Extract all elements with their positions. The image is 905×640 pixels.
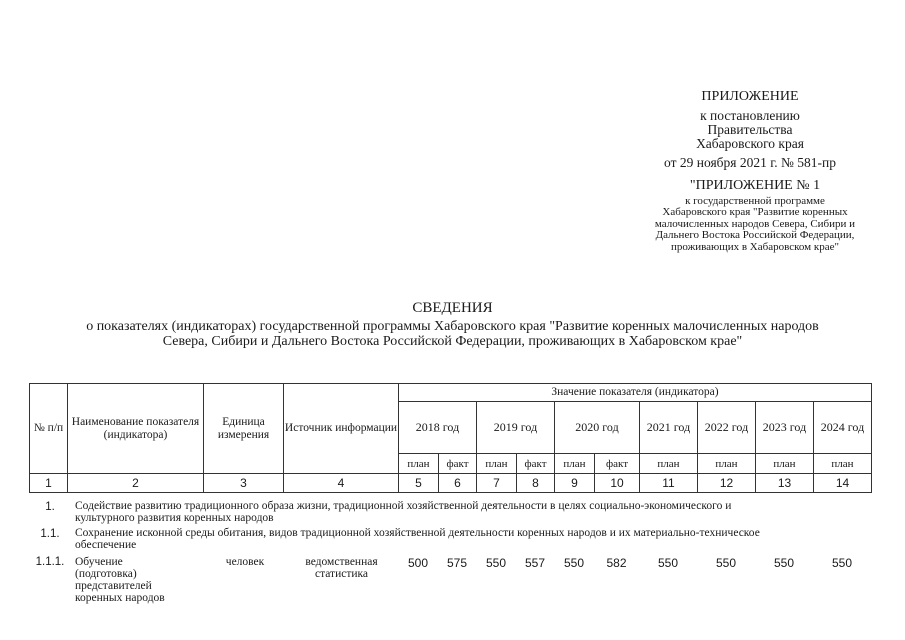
row-title xyxy=(75,527,875,551)
document-subtitle-line: Севера, Сибири и Дальнего Востока Российской Федерации, проживающих в Хабаровском крае" xyxy=(162,333,743,349)
year-header: 2019 год xyxy=(477,402,555,454)
fact-header: факт xyxy=(517,454,555,474)
col-header-name: Наименование показателя (индикатора) xyxy=(68,384,204,474)
indicator-name-line: Обучение xyxy=(75,556,123,568)
document-heading xyxy=(30,300,875,349)
plan-header: план xyxy=(640,454,698,474)
program-appendix-text xyxy=(620,196,890,254)
appendix-line: к постановлению xyxy=(700,107,800,123)
value-2019-plan: 550 xyxy=(485,556,507,570)
indicator-name-line: коренных народов xyxy=(75,592,165,605)
row-title-line: культурного развития коренных народов xyxy=(75,512,274,525)
appendix-block xyxy=(600,90,900,170)
col-header-values: Значение показателя (индикатора) xyxy=(399,384,872,402)
col-header-unit: Единица измерения xyxy=(204,384,284,474)
indicator-name xyxy=(75,556,205,604)
row-title xyxy=(75,500,875,524)
appendix-line: Правительства xyxy=(707,121,793,137)
column-number: 10 xyxy=(595,474,640,493)
column-number: 4 xyxy=(284,474,399,493)
fact-header: факт xyxy=(439,454,477,474)
program-appendix-line: Дальнего Востока Российской Федерации, xyxy=(655,229,855,242)
appendix-date: от 29 ноября 2021 г. № 581-пр xyxy=(664,155,836,171)
appendix-line: Хабаровского края xyxy=(696,136,804,152)
column-number: 3 xyxy=(204,474,284,493)
year-header: 2021 год xyxy=(640,402,698,454)
document-title: СВЕДЕНИЯ xyxy=(412,300,493,316)
program-appendix-line: проживающих в Хабаровском крае" xyxy=(670,240,839,253)
col-header-num: № п/п xyxy=(30,384,68,474)
indicators-table-header xyxy=(29,383,872,493)
column-number: 12 xyxy=(698,474,756,493)
row-title-line: Содействие развитию традиционного образа жизни, традиционной хозяйственной деятельности в целях социально-экономического и xyxy=(75,500,732,512)
program-appendix-line: Хабаровского края "Развитие коренных xyxy=(662,206,848,219)
program-appendix-title: "ПРИЛОЖЕНИЕ № 1 xyxy=(689,178,821,193)
column-number: 9 xyxy=(555,474,595,493)
column-number: 5 xyxy=(399,474,439,493)
column-number: 7 xyxy=(477,474,517,493)
indicator-source xyxy=(284,556,399,580)
document-subtitle-line: о показателях (индикаторах) государственной программы Хабаровского края "Развитие коренных малочисленных народов xyxy=(86,319,819,334)
appendix-title: ПРИЛОЖЕНИЕ xyxy=(701,89,799,104)
year-header: 2024 год xyxy=(814,402,872,454)
program-appendix-line: к государственной программе xyxy=(685,194,825,207)
indicator-name-line: (подготовка) xyxy=(75,568,137,581)
row-number: 1.1. xyxy=(40,528,60,540)
value-2021-plan: 550 xyxy=(657,556,679,570)
plan-header: план xyxy=(756,454,814,474)
value-2020-fact: 582 xyxy=(606,556,627,570)
value-2023-plan: 550 xyxy=(773,556,795,570)
column-number: 2 xyxy=(68,474,204,493)
col-header-source: Источник информации xyxy=(284,384,399,474)
program-appendix-block xyxy=(620,179,890,253)
plan-header: план xyxy=(399,454,439,474)
plan-header: план xyxy=(698,454,756,474)
column-number: 6 xyxy=(439,474,477,493)
value-2018-plan: 500 xyxy=(407,556,429,570)
fact-header: факт xyxy=(595,454,640,474)
value-2020-plan: 550 xyxy=(563,556,585,570)
indicator-unit: человек xyxy=(225,556,265,568)
column-number: 8 xyxy=(517,474,555,493)
row-title-line: обеспечение xyxy=(75,539,137,552)
indicator-source-line: статистика xyxy=(314,568,369,581)
year-header: 2020 год xyxy=(555,402,640,454)
row-number: 1. xyxy=(45,501,55,513)
row-title-line: Сохранение исконной среды обитания, видов традиционной хозяйственной деятельности коренных народов и их материально-техническое xyxy=(75,527,760,539)
year-header: 2018 год xyxy=(399,402,477,454)
row-number: 1.1.1. xyxy=(35,556,65,568)
value-2022-plan: 550 xyxy=(715,556,737,570)
year-header: 2023 год xyxy=(756,402,814,454)
column-number: 11 xyxy=(640,474,698,493)
column-number: 14 xyxy=(814,474,872,493)
plan-header: план xyxy=(555,454,595,474)
indicator-name-line: представителей xyxy=(75,580,152,593)
program-appendix-line: малочисленных народов Севера, Сибири и xyxy=(654,217,856,230)
plan-header: план xyxy=(477,454,517,474)
column-number: 1 xyxy=(30,474,68,493)
year-header: 2022 год xyxy=(698,402,756,454)
value-2018-fact: 575 xyxy=(446,556,468,570)
indicator-source-line: ведомственная xyxy=(305,556,378,568)
plan-header: план xyxy=(814,454,872,474)
column-number: 13 xyxy=(756,474,814,493)
value-2019-fact: 557 xyxy=(524,556,546,570)
value-2024-plan: 550 xyxy=(831,556,853,570)
